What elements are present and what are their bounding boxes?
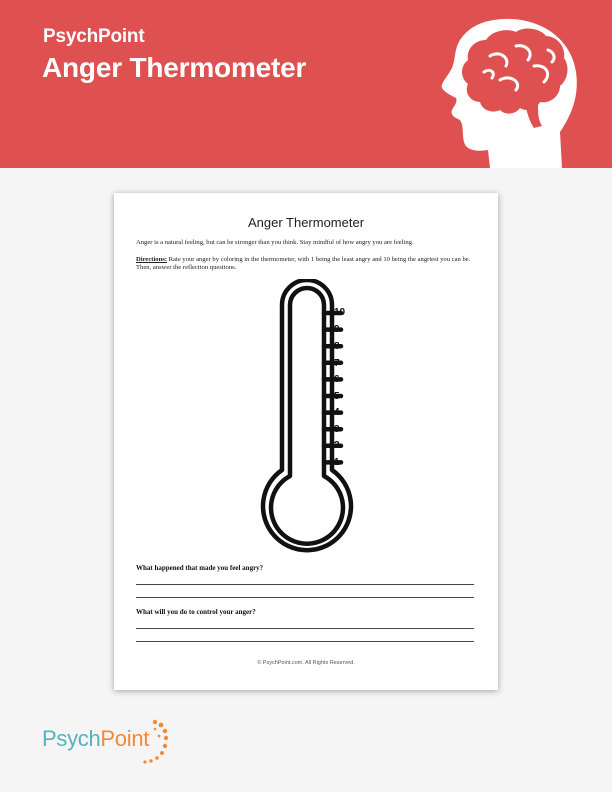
header-title: Anger Thermometer — [42, 52, 307, 83]
scale-number-1: 1 — [334, 457, 340, 468]
answer-line-1a[interactable] — [136, 584, 474, 585]
header-brand: PsychPoint — [43, 26, 145, 47]
scale-number-10: 10 — [334, 307, 346, 318]
header-banner — [0, 0, 612, 168]
logo-point: Point — [100, 726, 150, 751]
scale-number-7: 7 — [334, 358, 340, 369]
head-brain-icon — [430, 10, 590, 168]
worksheet-page — [114, 193, 498, 690]
question-1: What happened that made you feel angry? — [136, 564, 264, 572]
worksheet-title: Anger Thermometer — [247, 215, 365, 230]
scale-number-6: 6 — [334, 374, 340, 385]
scale-number-3: 3 — [334, 424, 340, 435]
answer-line-2b[interactable] — [136, 641, 474, 642]
intro-text: Anger is a natural feeling, but can be stronger than you think. Stay mindful of how angry you are feeling. — [136, 239, 414, 246]
scale-number-9: 9 — [334, 324, 340, 335]
logo-dots-icon — [122, 718, 172, 768]
psychpoint-logo — [42, 718, 172, 768]
scale-number-8: 8 — [334, 341, 340, 352]
scale-number-4: 4 — [334, 407, 340, 418]
logo-psych: Psych — [42, 726, 101, 751]
directions-body: Rate your anger by coloring in the thermometer, with 1 being the least angry and 10 being the angriest you can be. Then, answer the reflection questions. — [136, 256, 471, 271]
scale-number-2: 2 — [334, 440, 340, 451]
question-2: What will you do to control your anger? — [136, 608, 256, 616]
directions-label: Directions: — [136, 256, 168, 263]
answer-line-2a[interactable] — [136, 628, 474, 629]
thermometer-graphic — [252, 279, 362, 554]
directions-text — [136, 256, 481, 272]
scale-number-5: 5 — [334, 391, 340, 402]
answer-line-1b[interactable] — [136, 597, 474, 598]
copyright-footer: © PsychPoint.com. All Rights Reserved. — [257, 660, 355, 666]
